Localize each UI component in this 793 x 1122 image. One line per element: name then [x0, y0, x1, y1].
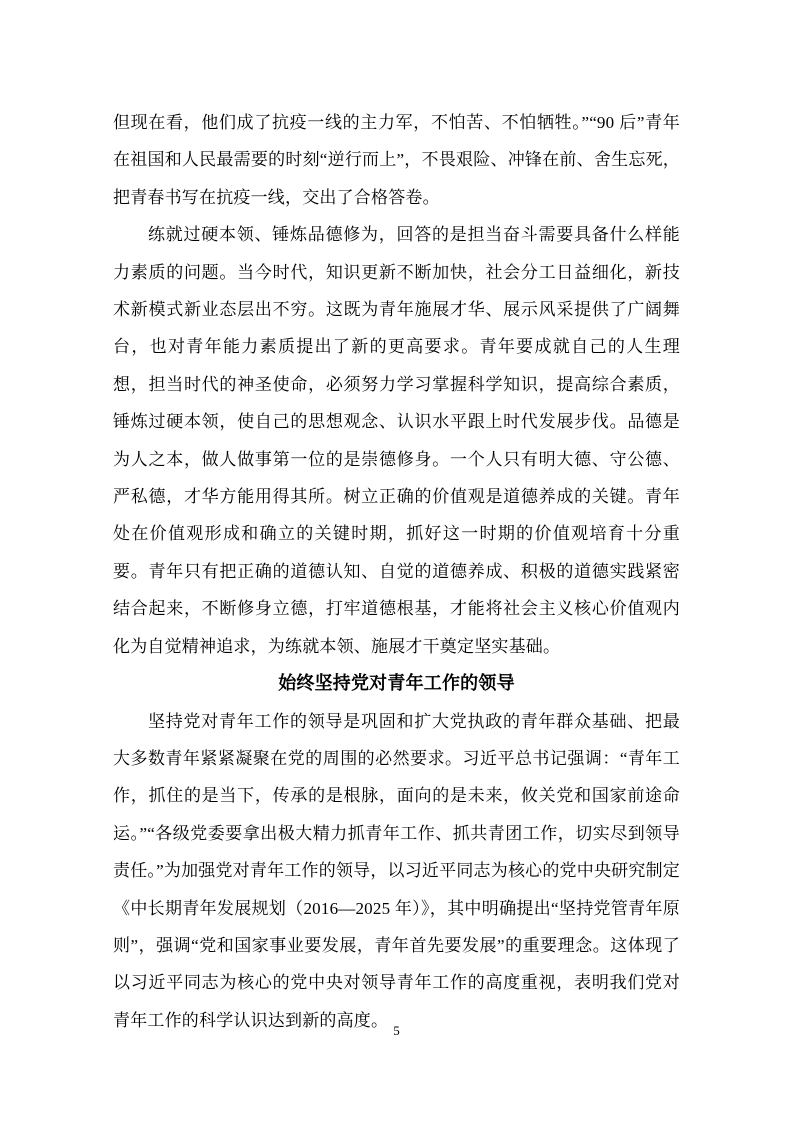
paragraph-continuation: 但现在看，他们成了抗疫一线的主力军，不怕苦、不怕牺牲。”“90 后”青年在祖国和人民最需要的时刻“逆行而上”，不畏艰险、冲锋在前、舍生忘死，把青春书写在抗疫一线，交出了合格答卷。 — [113, 113, 680, 207]
paragraph-body: 练就过硬本领、锤炼品德修为，回答的是担当奋斗需要具备什么样能力素质的问题。当今时代，知识更新不断加快，社会分工日益细化，新技术新模式新业态层出不穷。这既为青年施展才华、展示风采提供了广阔舞台，也对青年能力素质提出了新的更高要求。青年要成就自己的人生理想，担当时代的神圣使命，必须努力学习掌握科学知识，提高综合素质，锤炼过硬本领，使自己的思想观念、认识水平跟上时代发展步伐。品德是为人之本，做人做事第一位的是崇德修身。一个人只有明大德、守公德、严私德，才华方能用得其所。树立正确的价值观是道德养成的关键。青年处在价值观形成和确立的关键时期，抓好这一时期的价值观培育十分重要。青年只有把正确的道德认知、自觉的道德养成、积极的道德实践紧密结合起来，不断修身立德，打牢道德根基，才能将社会主义核心价值观内化为自觉精神追求，为练就本领、施展才干奠定坚实基础。 — [113, 225, 680, 656]
paragraph-body: 坚持党对青年工作的领导是巩固和扩大党执政的青年群众基础、把最大多数青年紧紧凝聚在党的周围的必然要求。习近平总书记强调：“青年工作，抓住的是当下，传承的是根脉，面向的是未来，攸关党和国家前途命运。”“各级党委要拿出极大精力抓青年工作、抓共青团工作，切实尽到领导责任。”为加强党对青年工作的领导，以习近平同志为核心的党中央研究制定《中长期青年发展规划（2016—2025 年）》，其中明确提出“坚持党管青年原则”，强调“党和国家事业要发展，青年首先要发展”的重要理念。这体现了以习近平同志为核心的党中央对领导青年工作的高度重视，表明我们党对青年工作的科学认识达到新的高度。 — [113, 711, 680, 1030]
document-content — [113, 104, 680, 1039]
page-number: 5 — [393, 1023, 400, 1038]
section-heading: 始终坚持党对青年工作的领导 — [278, 673, 515, 694]
